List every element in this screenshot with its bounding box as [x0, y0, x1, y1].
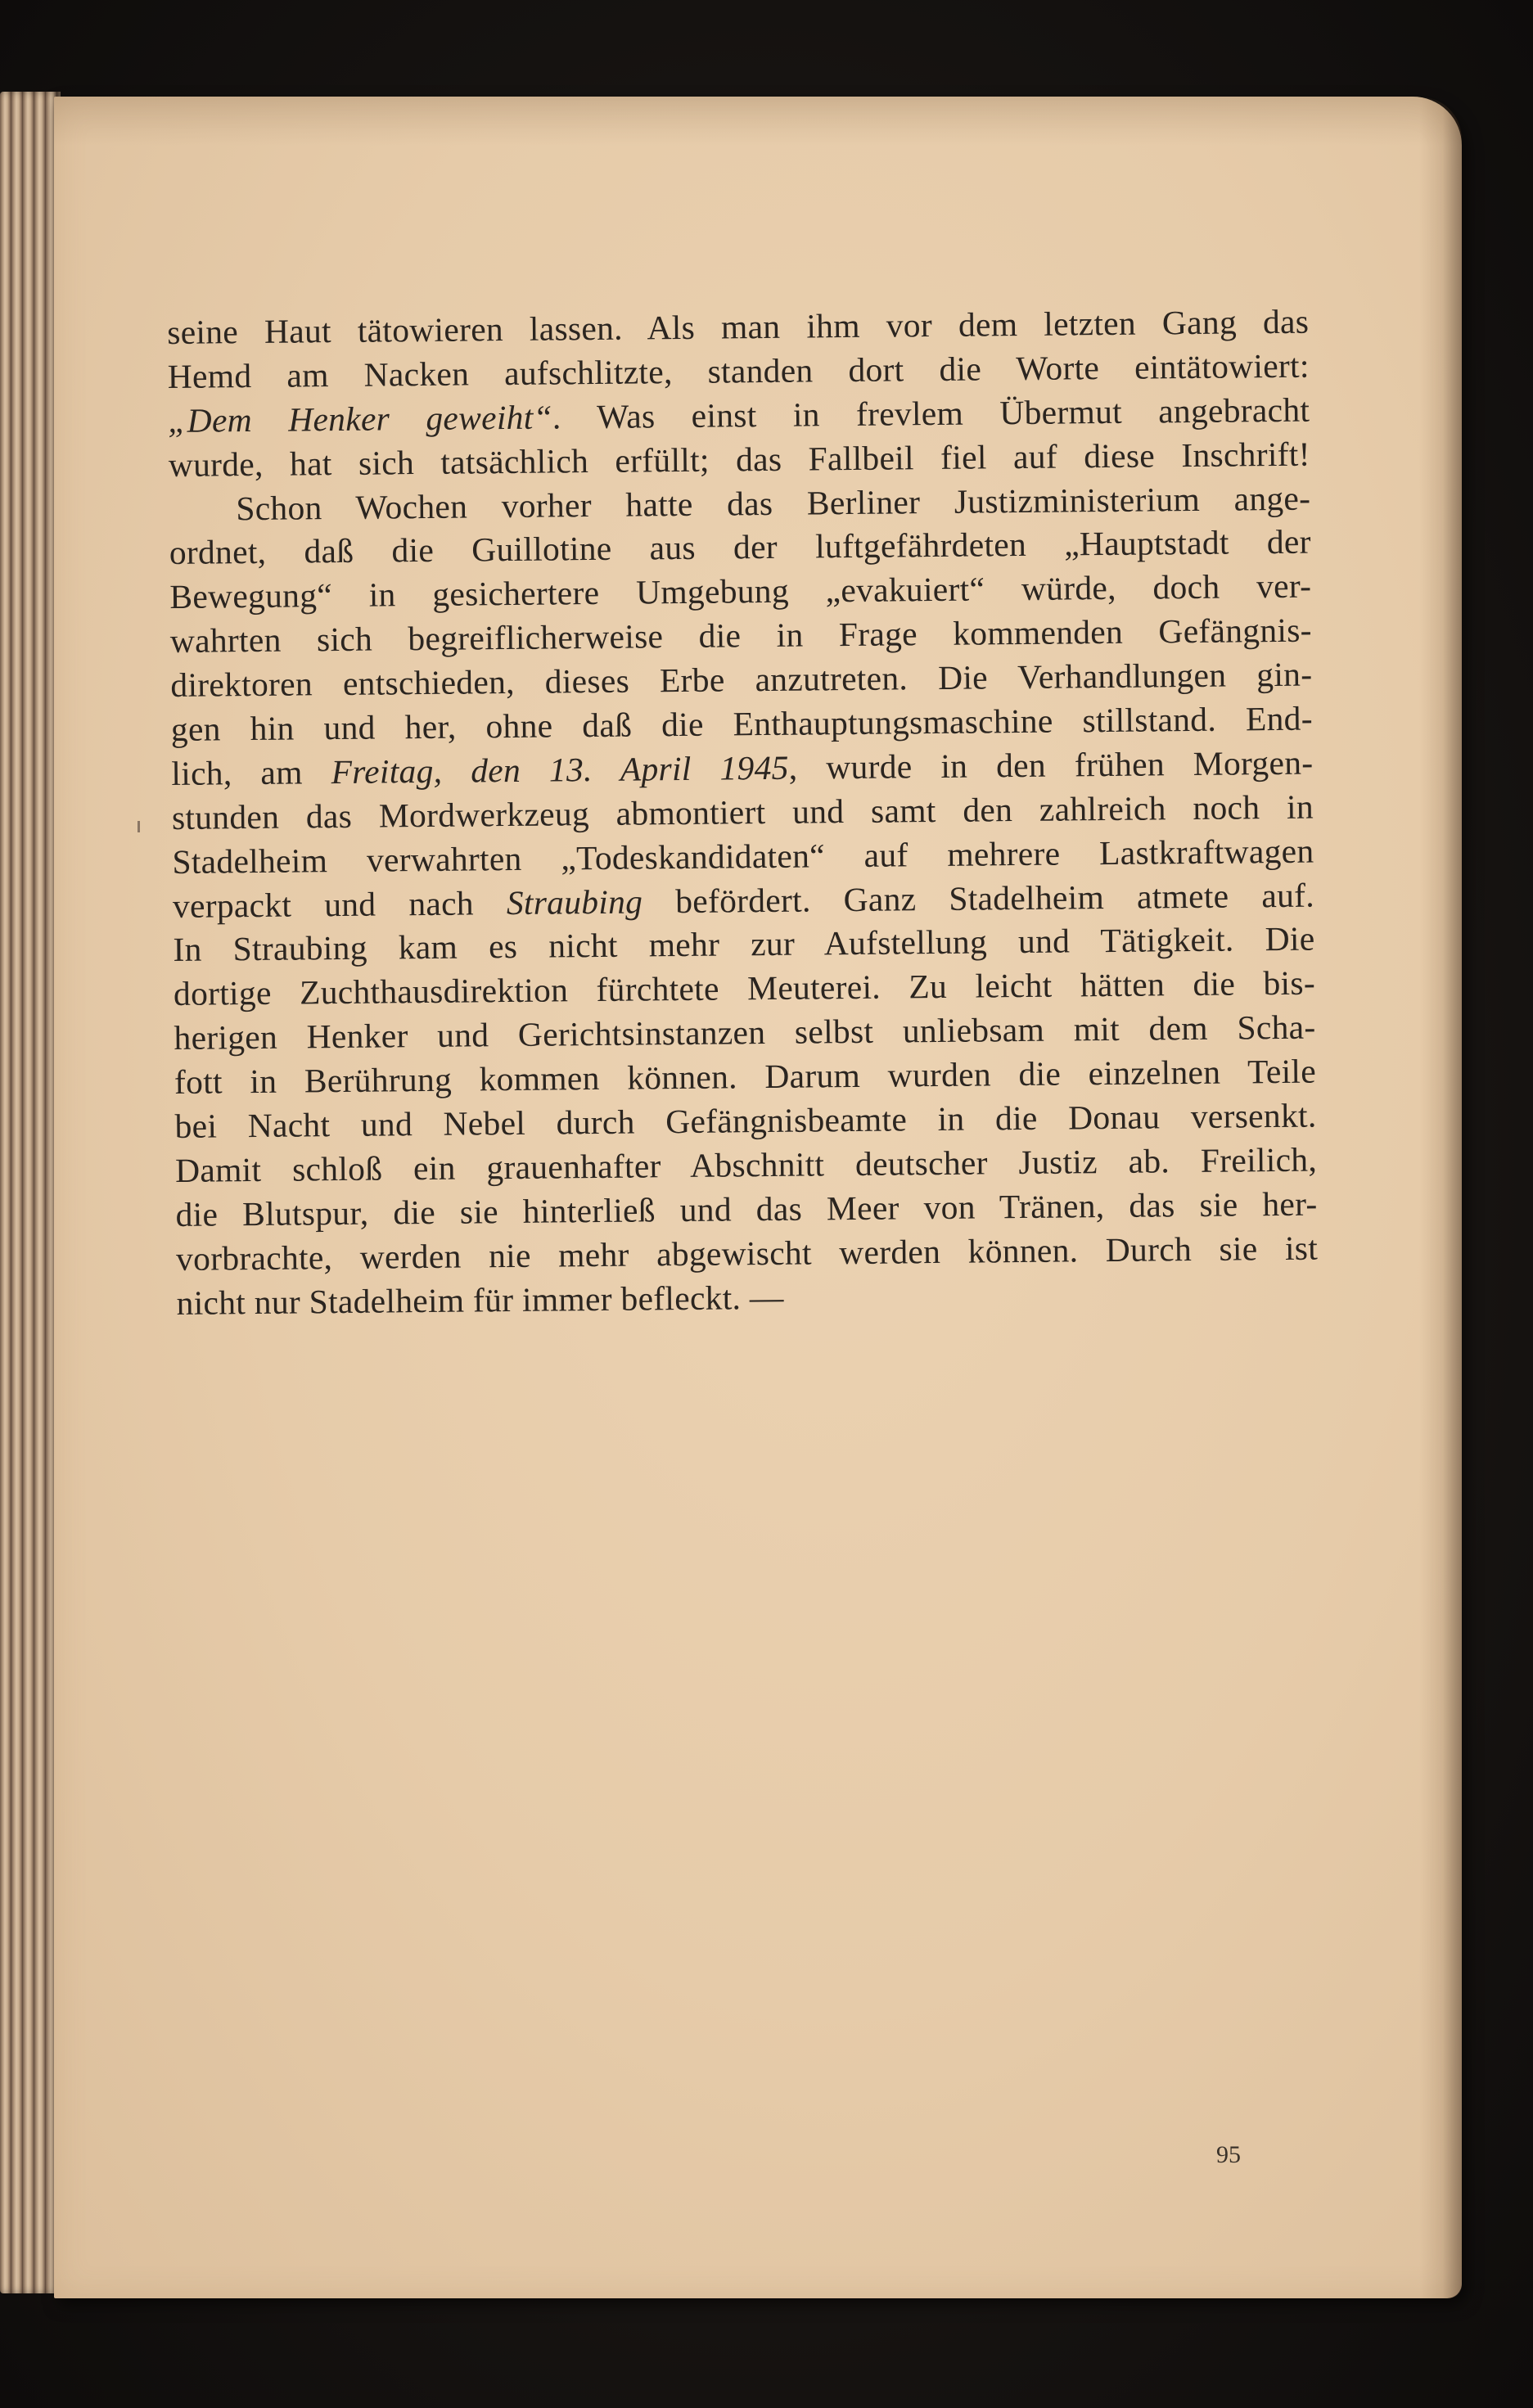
stacked-page-edges — [0, 92, 61, 2293]
text-segment: befördert. Ganz Stadelheim atmete auf. — [643, 876, 1315, 921]
text-segment: In Straubing kam es nicht mehr zur Aufstellung und Tätigkeit. Die — [173, 920, 1315, 969]
text-segment: , wurde in den frühen Morgen- — [788, 743, 1314, 787]
page-top-shadow — [54, 97, 1462, 146]
text-segment: dortige Zuchthausdirektion fürchtete Meuterei. Zu leicht hätten die bis- — [173, 963, 1316, 1013]
text-segment: wurde, hat sich tatsächlich erfüllt; das Fallbeil fiel auf diese Inschrift! — [168, 435, 1310, 484]
text-segment: Damit schloß ein grauenhafter Abschnitt deutscher Justiz ab. Freilich, — [174, 1140, 1318, 1189]
text-segment: ordnet, daß die Guillotine aus der luftgefährdeten „Hauptstadt der — [169, 523, 1311, 572]
text-segment: die Blutspur, die sie hinterließ und das Meer von Tränen, das sie her- — [175, 1184, 1318, 1233]
text-segment: nicht nur Stadelheim für immer befleckt. — — [176, 1278, 784, 1322]
page-number: 95 — [1216, 2141, 1241, 2168]
text-segment: Schon Wochen vorher hatte das Berliner Justizministerium ange- — [236, 479, 1311, 527]
text-segment: . Was einst in frevlem Übermut angebracht — [552, 390, 1310, 436]
text-segment: verpackt und nach — [172, 883, 507, 925]
text-segment: herigen Henker und Gerichtsinstanzen selbst unliebsam mit dem Scha- — [174, 1008, 1316, 1057]
book-page — [54, 97, 1462, 2298]
italic-segment: Straubing — [506, 882, 643, 922]
text-segment: wahrten sich begreiflicherweise die in Frage kommenden Gefängnis- — [169, 611, 1313, 661]
text-segment: gen hin und her, ohne daß die Enthauptungsmaschine stillstand. End- — [170, 699, 1314, 748]
italic-segment: „Dem Henker geweiht“ — [168, 398, 553, 440]
text-segment: stunden das Mordwerkzeug abmontiert und samt den zahlreich noch in — [171, 787, 1314, 836]
text-segment: fott in Berührung kommen können. Darum wurden die einzelnen Teile — [174, 1052, 1317, 1102]
page-curl-shadow — [1419, 97, 1462, 2298]
text-segment: Hemd am Nacken aufschlitzte, standen dort die Worte eintätowiert: — [167, 346, 1310, 395]
text-segment: vorbrachte, werden nie mehr abgewischt werden können. Durch sie ist — [175, 1229, 1319, 1278]
margin-mark — [138, 821, 140, 832]
text-segment: Stadelheim verwahrten „Todeskandidaten“ auf mehrere Lastkraftwagen — [172, 832, 1314, 881]
italic-segment: Freitag, den 13. April 1945 — [331, 748, 789, 791]
text-segment: seine Haut tätowieren lassen. Als man ihm vor dem letzten Gang das — [167, 302, 1310, 351]
text-segment: bei Nacht und Nebel durch Gefängnisbeamte in die Donau versenkt. — [174, 1096, 1317, 1145]
text-segment: lich, am — [171, 753, 331, 792]
body-text — [167, 300, 1319, 1326]
text-segment: Bewegung“ in gesichertere Umgebung „evakuiert“ würde, doch ver- — [169, 566, 1312, 616]
text-segment: direktoren entschieden, dieses Erbe anzutreten. Die Verhandlungen gin- — [170, 655, 1313, 705]
